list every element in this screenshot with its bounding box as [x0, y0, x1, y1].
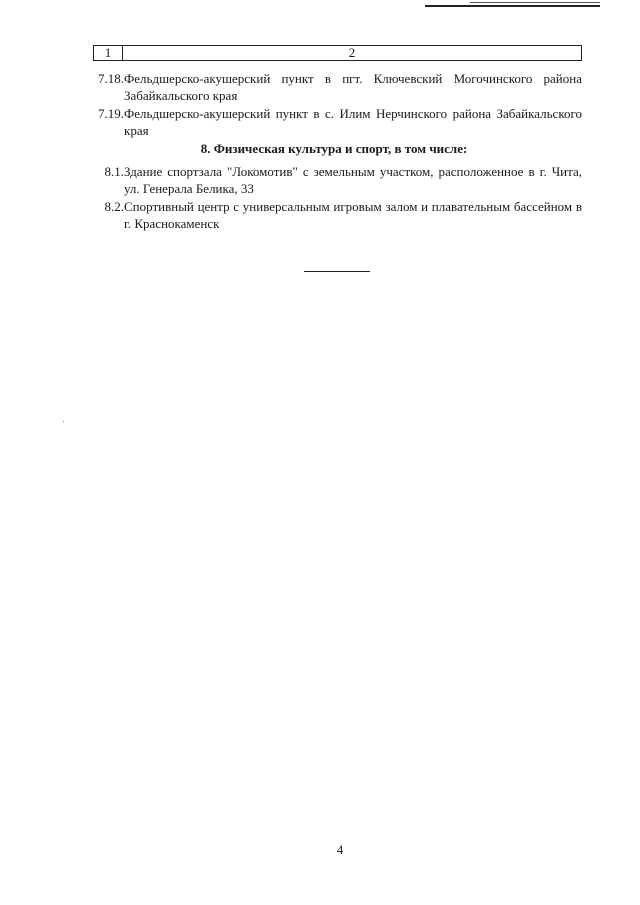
- scan-artifact-line: [470, 2, 600, 3]
- item-number: 8.2.: [104, 199, 124, 214]
- table-header-col-2: 2: [348, 45, 356, 60]
- end-divider: [304, 271, 370, 272]
- item-text: Фельдшерско-акушерский пункт в с. Илим Нерчинского района Забайкальского края: [124, 106, 582, 138]
- item-text: Здание спортзала "Локомотив" с земельным участком, расположенное в г. Чита, ул. Генерала Белика, 33: [124, 164, 582, 196]
- item-number: 7.18.: [98, 71, 124, 86]
- section-title-8: 8. Физическая культура и спорт, в том числе:: [200, 141, 468, 156]
- item-text: Фельдшерско-акушерский пункт в пгт. Ключевский Могочинского района Забайкальского края: [124, 71, 582, 103]
- item-text: Спортивный центр с универсальным игровым залом и плавательным бассейном в г. Краснокаменск: [124, 199, 582, 231]
- item-number: 8.1.: [104, 164, 124, 179]
- table-header-row: [93, 45, 582, 61]
- table-header-col-1: 1: [94, 46, 123, 60]
- item-number: 7.19.: [98, 106, 124, 121]
- scan-artifact-line: [425, 5, 600, 7]
- page-number: 4: [336, 842, 344, 857]
- scan-speck: [63, 421, 64, 422]
